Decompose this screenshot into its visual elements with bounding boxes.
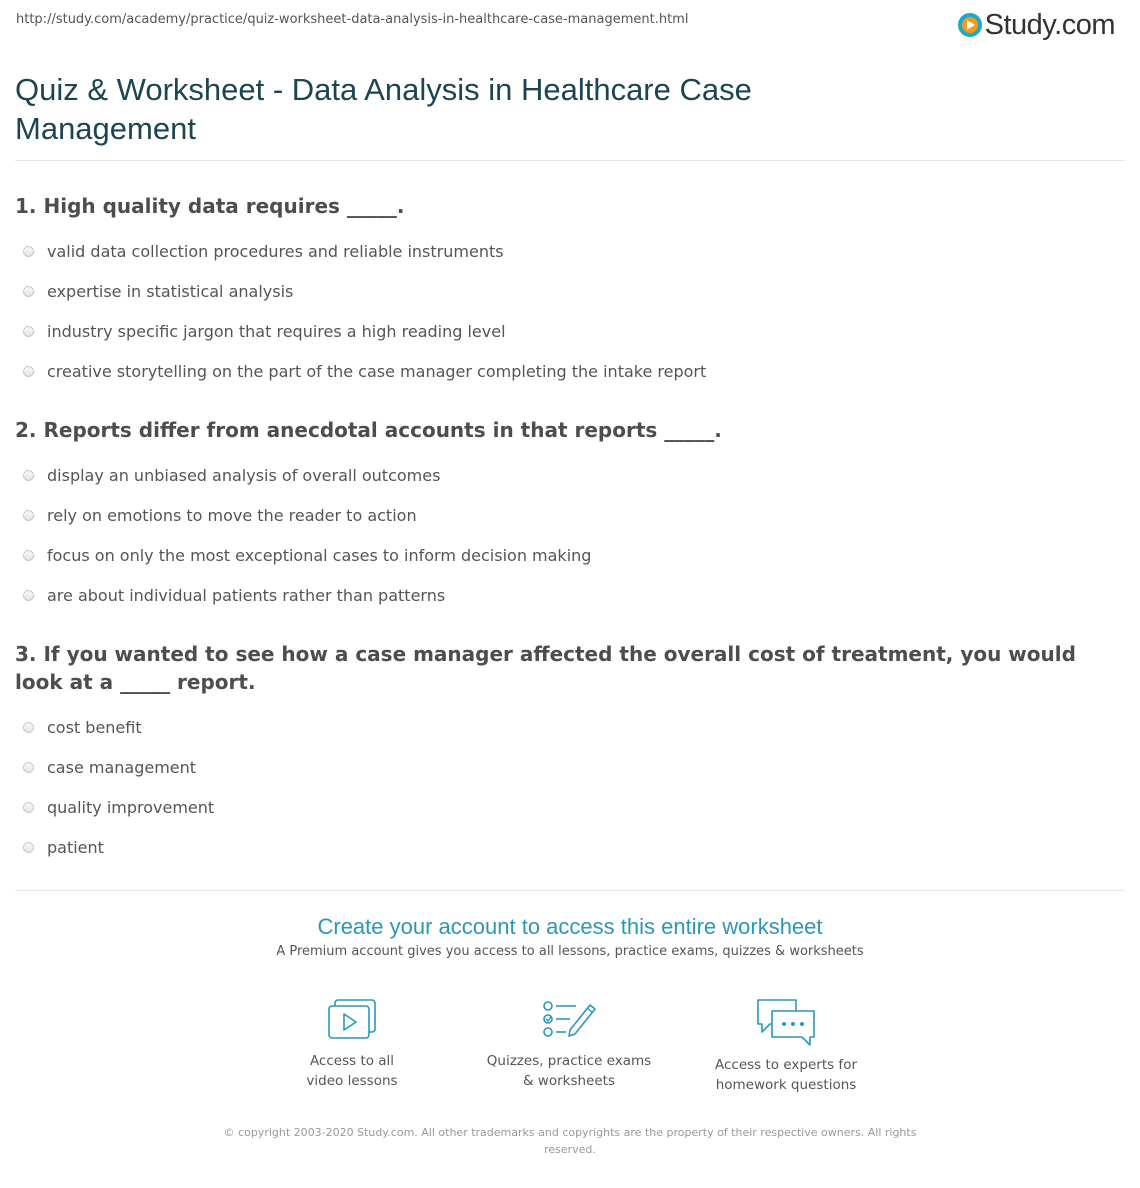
option[interactable] [15, 707, 1105, 747]
option-list [15, 707, 1105, 867]
video-lessons-icon [326, 997, 378, 1043]
radio-button[interactable] [23, 550, 34, 561]
option[interactable] [15, 535, 1105, 575]
quiz-checklist-icon [540, 997, 598, 1043]
option-label: display an unbiased analysis of overall outcomes [47, 465, 441, 485]
divider [15, 890, 1125, 891]
feature-experts [686, 997, 886, 1095]
chat-bubbles-icon [754, 997, 818, 1047]
option[interactable] [15, 787, 1105, 827]
radio-button[interactable] [23, 510, 34, 521]
logo-text: Study.com [984, 8, 1115, 41]
option[interactable] [15, 455, 1105, 495]
option-label: case management [47, 757, 197, 777]
page-title: Quiz & Worksheet - Data Analysis in Healthcare Case Management [15, 72, 752, 146]
option[interactable] [15, 231, 1105, 271]
study-logo-icon [958, 13, 982, 37]
option[interactable] [15, 271, 1105, 311]
feature-quizzes [469, 997, 669, 1091]
radio-button[interactable] [23, 842, 34, 853]
radio-button[interactable] [23, 366, 34, 377]
option-label: rely on emotions to move the reader to action [47, 505, 417, 525]
feature-video-lessons [252, 997, 452, 1091]
question-3 [15, 640, 1105, 867]
option-label: patient [47, 837, 104, 857]
radio-button[interactable] [23, 762, 34, 773]
option[interactable] [15, 747, 1105, 787]
radio-button[interactable] [23, 802, 34, 813]
feature-text [686, 1055, 886, 1095]
radio-button[interactable] [23, 590, 34, 601]
option-label: expertise in statistical analysis [47, 281, 294, 301]
feature-line: homework questions [715, 1077, 857, 1093]
option[interactable] [15, 575, 1105, 615]
page-url: http://study.com/academy/practice/quiz-worksheet-data-analysis-in-healthcare-case-management.html [16, 12, 689, 27]
feature-line: & worksheets [522, 1073, 615, 1089]
feature-line: Access to experts for [714, 1057, 857, 1073]
radio-button[interactable] [23, 246, 34, 257]
option-label: cost benefit [47, 717, 142, 737]
feature-line: video lessons [306, 1073, 398, 1089]
option[interactable] [15, 827, 1105, 867]
radio-button[interactable] [23, 326, 34, 337]
question-text: 1. High quality data requires _____. [15, 194, 405, 218]
option[interactable] [15, 351, 1105, 391]
option-label: valid data collection procedures and reliable instruments [47, 241, 504, 261]
question-2 [15, 416, 1105, 615]
divider [15, 160, 1125, 161]
radio-button[interactable] [23, 286, 34, 297]
option-list [15, 231, 1105, 391]
copyright: © copyright 2003-2020 Study.com. All other trademarks and copyrights are the property of their respective owners. All rights reserved. [223, 1126, 917, 1156]
option-list [15, 455, 1105, 615]
option[interactable] [15, 495, 1105, 535]
feature-line: Quizzes, practice exams [486, 1053, 652, 1069]
study-logo[interactable] [958, 8, 1115, 42]
option[interactable] [15, 311, 1105, 351]
radio-button[interactable] [23, 470, 34, 481]
question-1 [15, 192, 1105, 391]
radio-button[interactable] [23, 722, 34, 733]
option-label: creative storytelling on the part of the case manager completing the intake report [47, 361, 707, 381]
option-label: quality improvement [47, 797, 215, 817]
option-label: are about individual patients rather than patterns [47, 585, 446, 605]
cta-title[interactable]: Create your account to access this entire worksheet [317, 914, 823, 939]
feature-line: Access to all [309, 1053, 395, 1069]
option-label: industry specific jargon that requires a high reading level [47, 321, 506, 341]
cta-subtitle: A Premium account gives you access to all lessons, practice exams, quizzes & worksheets [276, 944, 864, 959]
feature-text [469, 1051, 669, 1091]
question-text: 2. Reports differ from anecdotal accounts in that reports _____. [15, 418, 722, 442]
question-text: 3. If you wanted to see how a case manager affected the overall cost of treatment, you would look at a _____ report. [15, 642, 1076, 694]
feature-text [252, 1051, 452, 1091]
option-label: focus on only the most exceptional cases to inform decision making [47, 545, 592, 565]
